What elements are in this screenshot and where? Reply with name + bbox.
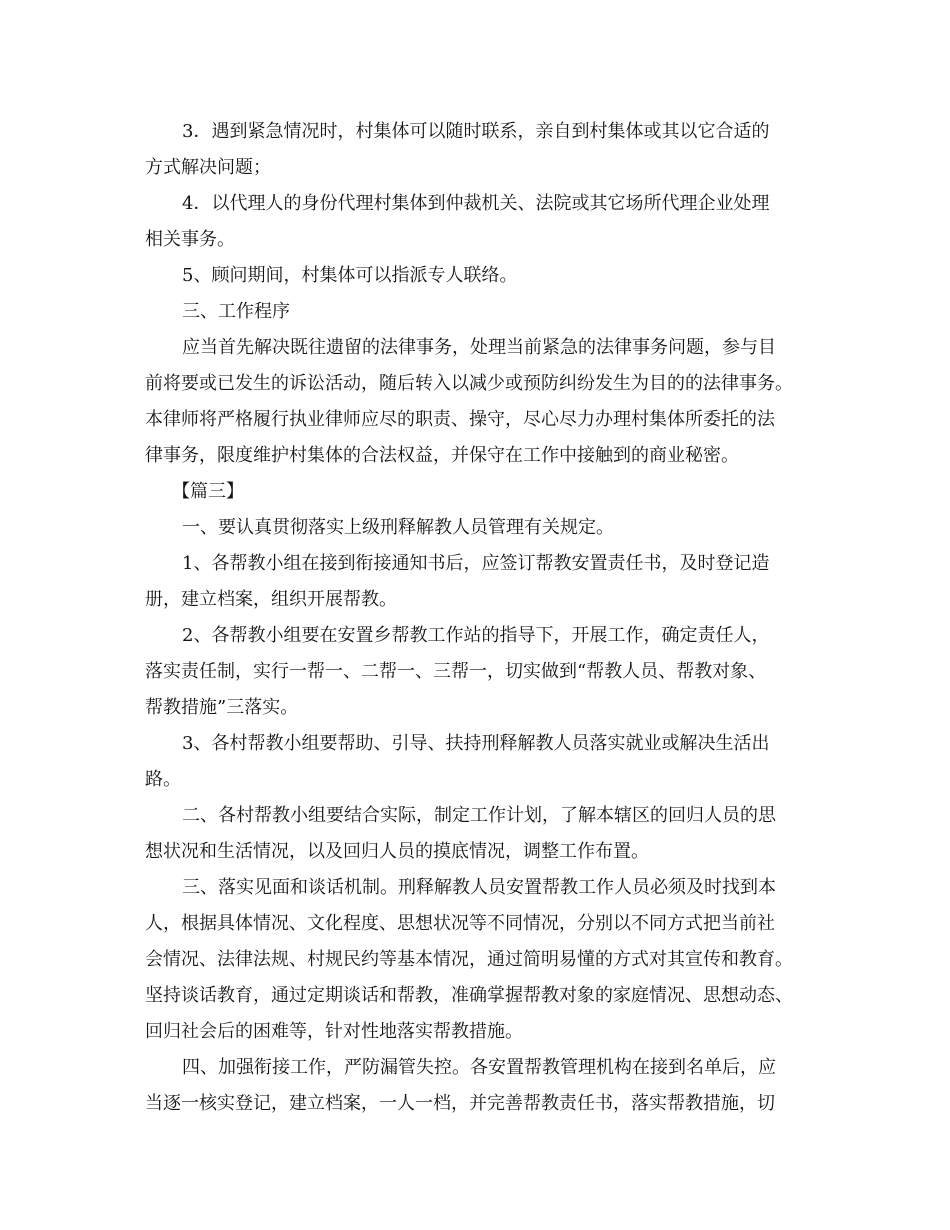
text-line: 3．遇到紧急情况时，村集体可以随时联系，亲自到村集体或其以它合适的	[182, 121, 770, 142]
section-heading: 【篇三】	[172, 481, 244, 502]
text-line: 回归社会后的困难等，针对性地落实帮教措施。	[145, 1021, 523, 1042]
text-line: 5、顾问期间，村集体可以指派专人联络。	[182, 265, 518, 286]
text-line: 坚持谈话教育，通过定期谈话和帮教，准确掌握帮教对象的家庭情况、思想动态、	[145, 985, 793, 1006]
text-line: 一、要认真贯彻落实上级刑释解教人员管理有关规定。	[182, 517, 614, 538]
text-line: 三、落实见面和谈话机制。刑释解教人员安置帮教工作人员必须及时找到本	[182, 877, 776, 898]
text-line: 想状况和生活情况，以及回归人员的摸底情况，调整工作布置。	[145, 841, 649, 862]
text-line: 本律师将严格履行执业律师应尽的职责、操守，尽心尽力办理村集体所委托的法	[145, 409, 775, 430]
text-line: 帮教措施”三落实。	[145, 697, 299, 718]
text-line: 当逐一核实登记，建立档案，一人一档，并完善帮教责任书，落实帮教措施，切	[145, 1093, 775, 1114]
section-heading: 三、工作程序	[182, 301, 290, 322]
text-line: 二、各村帮教小组要结合实际，制定工作计划，了解本辖区的回归人员的思	[182, 805, 776, 826]
text-line: 3、各村帮教小组要帮助、引导、扶持刑释解教人员落实就业或解决生活出	[182, 733, 770, 754]
text-line: 2、各帮教小组要在安置乡帮教工作站的指导下，开展工作，确定责任人，	[182, 625, 770, 646]
text-line: 律事务，限度维护村集体的合法权益，并保守在工作中接触到的商业秘密。	[145, 445, 739, 466]
text-line: 应当首先解决既往遗留的法律事务，处理当前紧急的法律事务问题，参与目	[182, 337, 776, 358]
text-line: 四、加强衔接工作，严防漏管失控。各安置帮教管理机构在接到名单后，应	[182, 1057, 776, 1078]
text-line: 4．以代理人的身份代理村集体到仲裁机关、法院或其它场所代理企业处理	[182, 193, 770, 214]
text-line: 相关事务。	[145, 229, 235, 250]
text-line: 1、各帮教小组在接到衔接通知书后，应签订帮教安置责任书，及时登记造	[182, 553, 770, 574]
text-line: 人，根据具体情况、文化程度、思想状况等不同情况，分别以不同方式把当前社	[145, 913, 775, 934]
text-line: 前将要或已发生的诉讼活动，随后转入以减少或预防纠纷发生为目的的法律事务。	[145, 373, 793, 394]
text-line: 会情况、法律法规、村规民约等基本情况，通过简明易懂的方式对其宣传和教育。	[145, 949, 793, 970]
text-line: 路。	[145, 769, 181, 790]
text-line: 落实责任制，实行一帮一、二帮一、三帮一，切实做到“帮教人员、帮教对象、	[145, 661, 767, 682]
text-line: 册，建立档案，组织开展帮教。	[145, 589, 397, 610]
text-line: 方式解决问题；	[145, 157, 271, 178]
